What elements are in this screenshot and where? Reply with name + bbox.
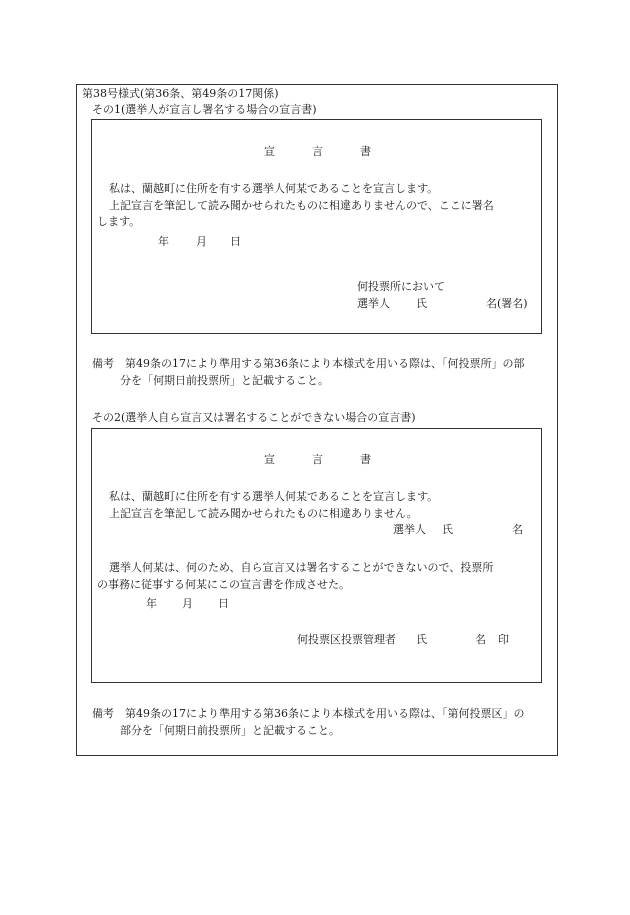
form2-title-1: 宣 bbox=[264, 453, 275, 466]
form1-title-2: 言 bbox=[312, 145, 323, 158]
form2-caption: その2(選挙人自ら宣言又は署名することができない場合の宣言書) bbox=[92, 411, 416, 424]
form1-place: 何投票所において bbox=[357, 280, 445, 293]
form1-note-line2: 分を「何期日前投票所」と記載すること。 bbox=[120, 374, 329, 387]
form2-title-2: 言 bbox=[312, 453, 323, 466]
form1-date-year: 年 bbox=[158, 235, 169, 248]
form2-declaration-line: 私は、蘭越町に住所を有する選挙人何某であることを宣言します。 bbox=[109, 490, 439, 503]
form2-manager-name: 名 bbox=[475, 633, 486, 646]
form2-voter-name: 名 bbox=[512, 523, 523, 536]
form2-date-year: 年 bbox=[146, 597, 157, 610]
form2-note-line2: 部分を「何期日前投票所」と記載すること。 bbox=[120, 724, 340, 737]
form2-reason-line: 選挙人何某は、何のため、自ら宣言又は署名することができないので、投票所 bbox=[109, 561, 494, 574]
form-header: 第38号様式(第36条、第49条の17関係) bbox=[82, 87, 279, 100]
form1-declaration-line: 私は、蘭越町に住所を有する選挙人何某であることを宣言します。 bbox=[109, 182, 439, 195]
form2-manager-label: 何投票区投票管理者 bbox=[297, 633, 396, 646]
form1-signer-name: 名(署名) bbox=[486, 297, 528, 310]
form2-reason-cont: の事務に従事する何某にこの宣言書を作成させた。 bbox=[97, 578, 350, 591]
form2-note-line1: 備考 第49条の17により準用する第36条により本様式を用いる際は、「第何投票区」の bbox=[92, 707, 525, 720]
form2-voter-label: 選挙人 bbox=[393, 523, 426, 536]
form1-statement-line: 上記宣言を筆記して読み聞かせられたものに相違ありませんので、ここに署名 bbox=[109, 199, 494, 212]
form1-signer-surname: 氏 bbox=[416, 297, 427, 310]
form1-date-day: 日 bbox=[230, 235, 241, 248]
form2-date-month: 月 bbox=[182, 597, 193, 610]
form1-title-3: 書 bbox=[360, 145, 371, 158]
form2-date-day: 日 bbox=[218, 597, 229, 610]
form2-title-3: 書 bbox=[360, 453, 371, 466]
form1-note-line1: 備考 第49条の17により準用する第36条により本様式を用いる際は、「何投票所」の部 bbox=[92, 357, 525, 370]
form2-voter-surname: 氏 bbox=[442, 523, 453, 536]
form2-manager-seal: 印 bbox=[498, 633, 509, 646]
form1-signer-label: 選挙人 bbox=[357, 297, 390, 310]
form1-date-month: 月 bbox=[196, 235, 207, 248]
form2-manager-surname: 氏 bbox=[416, 633, 427, 646]
form2-statement-line: 上記宣言を筆記して読み聞かせられたものに相違ありません。 bbox=[109, 507, 418, 520]
form1-title-1: 宣 bbox=[264, 145, 275, 158]
form1-statement-cont: します。 bbox=[97, 215, 141, 228]
form1-caption: その1(選挙人が宣言し署名する場合の宣言書) bbox=[92, 103, 317, 116]
